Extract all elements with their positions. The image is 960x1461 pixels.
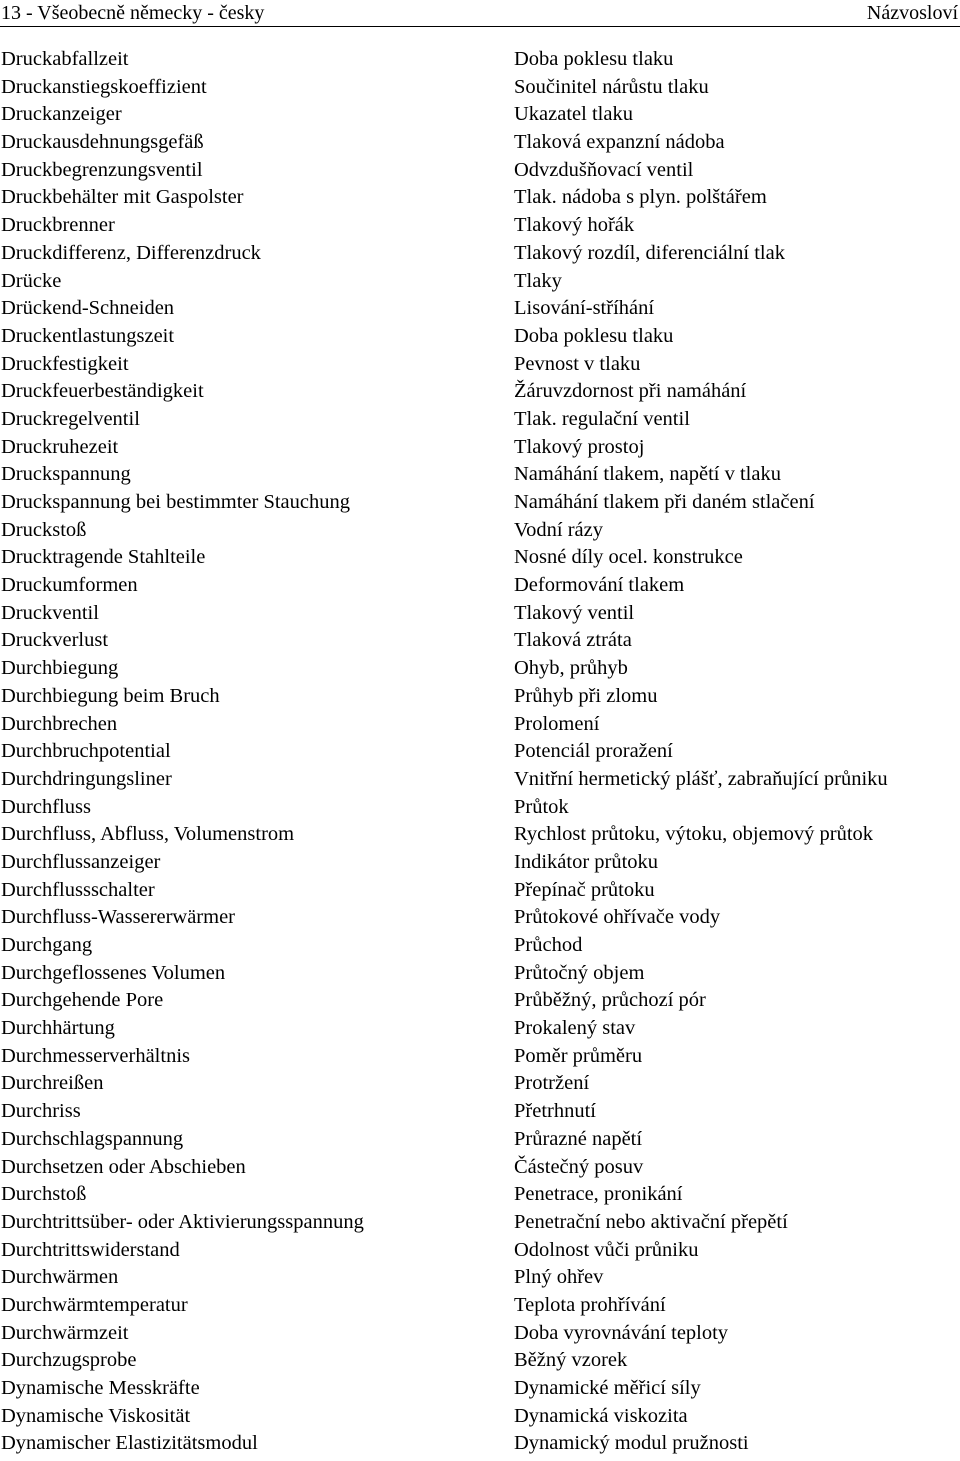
czech-term: Indikátor průtoku: [514, 850, 659, 873]
header-title: 13 - Všeobecně německy - česky: [1, 2, 265, 24]
german-term: Druckruhezeit: [1, 435, 119, 458]
german-term: Durchfluss, Abfluss, Volumenstrom: [1, 823, 295, 846]
czech-term: Prolomení: [514, 712, 600, 735]
czech-term: Tlaky: [514, 269, 562, 292]
glossary-row: [0, 904, 960, 932]
czech-term: Dynamická viskozita: [514, 1404, 688, 1427]
czech-term: Namáhání tlakem při daném stlačení: [514, 491, 815, 513]
german-term: Druckfestigkeit: [1, 352, 129, 375]
glossary-row: [0, 1375, 960, 1403]
german-term: Dynamische Viskosität: [1, 1404, 191, 1427]
czech-term: Namáhání tlakem, napětí v tlaku: [514, 463, 781, 486]
czech-term: Ohyb, průhyb: [514, 657, 628, 680]
glossary-row: [0, 323, 960, 351]
german-term: Durchstoß: [1, 1183, 87, 1206]
german-term: Durchreißen: [1, 1072, 104, 1095]
czech-term: Tlakový prostoj: [514, 435, 645, 458]
german-term: Druckumformen: [1, 574, 138, 597]
glossary-row: [0, 932, 960, 960]
glossary-row: [0, 129, 960, 157]
czech-term: Přepínač průtoku: [514, 878, 655, 901]
czech-term: Tlaková expanzní nádoba: [514, 131, 725, 154]
glossary-row: [0, 489, 960, 517]
glossary-row: [0, 101, 960, 129]
german-term: Druckdifferenz, Differenzdruck: [1, 241, 261, 264]
czech-term: Dynamický modul pružnosti: [514, 1432, 749, 1455]
glossary-row: [0, 683, 960, 711]
german-term: Durchwärmen: [1, 1266, 119, 1289]
german-term: Druckspannung: [1, 463, 131, 486]
glossary-list: [0, 46, 960, 1458]
glossary-row: [0, 212, 960, 240]
glossary-row: [0, 960, 960, 988]
czech-term: Tlakový ventil: [514, 601, 635, 624]
czech-term: Tlaková ztráta: [514, 629, 632, 652]
glossary-row: [0, 711, 960, 739]
czech-term: Doba vyrovnávání teploty: [514, 1321, 729, 1344]
page-header: [0, 0, 960, 27]
czech-term: Prokalený stav: [514, 1017, 636, 1040]
glossary-row: [0, 1015, 960, 1043]
german-term: Druckbegrenzungsventil: [1, 158, 203, 181]
czech-term: Poměr průměru: [514, 1044, 643, 1067]
german-term: Durchflussanzeiger: [1, 850, 161, 873]
glossary-row: [0, 821, 960, 849]
glossary-row: [0, 600, 960, 628]
czech-term: Tlak. regulační ventil: [514, 407, 690, 430]
czech-term: Pevnost v tlaku: [514, 352, 641, 375]
czech-term: Ukazatel tlaku: [514, 103, 633, 126]
glossary-row: [0, 1292, 960, 1320]
glossary-row: [0, 1098, 960, 1126]
czech-term: Průchod: [514, 934, 583, 956]
czech-term: Rychlost průtoku, výtoku, objemový průtok: [514, 823, 874, 846]
german-term: Durchschlagspannung: [1, 1127, 184, 1150]
german-term: Dynamischer Elastizitätsmodul: [1, 1432, 258, 1455]
glossary-row: [0, 240, 960, 268]
german-term: Druckanstiegskoeffizient: [1, 75, 207, 98]
czech-term: Dynamické měřicí síly: [514, 1377, 701, 1399]
czech-term: Teplota prohřívání: [514, 1293, 666, 1316]
german-term: Durchdringungsliner: [1, 767, 172, 790]
german-term: Durchtrittswiderstand: [1, 1238, 180, 1261]
czech-term: Běžný vzorek: [514, 1349, 628, 1372]
german-term: Druckabfallzeit: [1, 48, 129, 70]
czech-term: Odvzdušňovací ventil: [514, 158, 694, 181]
czech-term: Průrazné napětí: [514, 1127, 643, 1150]
german-term: Druckausdehnungsgefäß: [1, 131, 204, 154]
german-term: Druckspannung bei bestimmter Stauchung: [1, 491, 351, 513]
german-term: Durchfluss-Wassererwärmer: [1, 906, 235, 929]
glossary-row: [0, 1154, 960, 1182]
glossary-row: [0, 461, 960, 489]
glossary-row: [0, 849, 960, 877]
czech-term: Protržení: [514, 1072, 590, 1095]
glossary-row: [0, 1347, 960, 1375]
czech-term: Potenciál proražení: [514, 740, 673, 763]
glossary-row: [0, 434, 960, 462]
german-term: Durchriss: [1, 1100, 81, 1123]
glossary-row: [0, 517, 960, 545]
glossary-row: [0, 184, 960, 212]
german-term: Durchbruchpotential: [1, 740, 171, 763]
glossary-row: [0, 572, 960, 600]
czech-term: Přetrhnutí: [514, 1100, 596, 1123]
glossary-row: [0, 1181, 960, 1209]
german-term: Durchbiegung: [1, 657, 119, 680]
glossary-row: [0, 1320, 960, 1348]
czech-term: Odolnost vůči průniku: [514, 1238, 699, 1261]
german-term: Druckventil: [1, 601, 99, 624]
glossary-row: [0, 268, 960, 296]
czech-term: Deformování tlakem: [514, 574, 685, 597]
glossary-row: [0, 46, 960, 74]
czech-term: Doba poklesu tlaku: [514, 48, 674, 70]
czech-term: Součinitel nárůstu tlaku: [514, 75, 709, 98]
glossary-row: [0, 406, 960, 434]
german-term: Druckbrenner: [1, 214, 115, 237]
glossary-row: [0, 544, 960, 572]
german-term: Durchwärmzeit: [1, 1321, 129, 1344]
german-term: Durchgehende Pore: [1, 989, 164, 1012]
glossary-row: [0, 378, 960, 406]
german-term: Drücke: [1, 269, 62, 292]
czech-term: Průhyb při zlomu: [514, 684, 658, 707]
czech-term: Průtokové ohřívače vody: [514, 906, 721, 929]
german-term: Dynamische Messkräfte: [1, 1377, 200, 1399]
german-term: Durchfluss: [1, 795, 91, 818]
german-term: Druckverlust: [1, 629, 109, 652]
german-term: Durchflussschalter: [1, 878, 155, 901]
german-term: Drückend-Schneiden: [1, 297, 175, 320]
german-term: Durchgeflossenes Volumen: [1, 961, 226, 984]
glossary-row: [0, 1264, 960, 1292]
czech-term: Penetrační nebo aktivační přepětí: [514, 1210, 788, 1233]
glossary-row: [0, 627, 960, 655]
german-term: Durchhärtung: [1, 1017, 115, 1040]
czech-term: Penetrace, pronikání: [514, 1183, 683, 1206]
glossary-row: [0, 1070, 960, 1098]
german-term: Druckentlastungszeit: [1, 324, 175, 347]
czech-term: Částečný posuv: [514, 1155, 644, 1178]
german-term: Durchwärmtemperatur: [1, 1293, 188, 1316]
czech-term: Plný ohřev: [514, 1266, 604, 1289]
czech-term: Průtok: [514, 795, 569, 818]
german-term: Drucktragende Stahlteile: [1, 546, 206, 569]
header-section: Názvosloví: [866, 2, 958, 24]
german-term: Druckanzeiger: [1, 103, 122, 126]
german-term: Druckbehälter mit Gaspolster: [1, 186, 244, 209]
czech-term: Tlakový hořák: [514, 214, 635, 237]
glossary-row: [0, 74, 960, 102]
glossary-row: [0, 877, 960, 905]
czech-term: Doba poklesu tlaku: [514, 324, 674, 347]
glossary-row: [0, 987, 960, 1015]
german-term: Durchtrittsüber- oder Aktivierungsspannung: [1, 1210, 364, 1233]
glossary-row: [0, 655, 960, 683]
czech-term: Průběžný, průchozí pór: [514, 989, 706, 1012]
glossary-row: [0, 1403, 960, 1431]
czech-term: Vnitřní hermetický plášť, zabraňující průniku: [514, 767, 888, 790]
glossary-row: [0, 738, 960, 766]
czech-term: Žáruvzdornost při namáhání: [514, 380, 747, 403]
german-term: Durchgang: [1, 934, 93, 956]
glossary-row: [0, 157, 960, 185]
czech-term: Lisování-stříhání: [514, 297, 655, 320]
german-term: Druckstoß: [1, 518, 87, 541]
glossary-row: [0, 295, 960, 323]
glossary-row: [0, 766, 960, 794]
german-term: Druckfeuerbeständigkeit: [1, 380, 204, 403]
glossary-row: [0, 351, 960, 379]
czech-term: Nosné díly ocel. konstrukce: [514, 546, 743, 569]
czech-term: Průtočný objem: [514, 961, 645, 984]
glossary-row: [0, 1209, 960, 1237]
glossary-row: [0, 794, 960, 822]
glossary-row: [0, 1126, 960, 1154]
czech-term: Vodní rázy: [514, 518, 604, 541]
glossary-row: [0, 1430, 960, 1458]
german-term: Durchbiegung beim Bruch: [1, 684, 220, 707]
glossary-row: [0, 1237, 960, 1265]
german-term: Durchbrechen: [1, 712, 118, 735]
glossary-row: [0, 1043, 960, 1071]
czech-term: Tlak. nádoba s plyn. polštářem: [514, 186, 767, 209]
german-term: Durchzugsprobe: [1, 1349, 137, 1372]
german-term: Durchsetzen oder Abschieben: [1, 1155, 246, 1178]
czech-term: Tlakový rozdíl, diferenciální tlak: [514, 241, 785, 264]
german-term: Durchmesserverhältnis: [1, 1044, 190, 1067]
german-term: Druckregelventil: [1, 407, 140, 430]
